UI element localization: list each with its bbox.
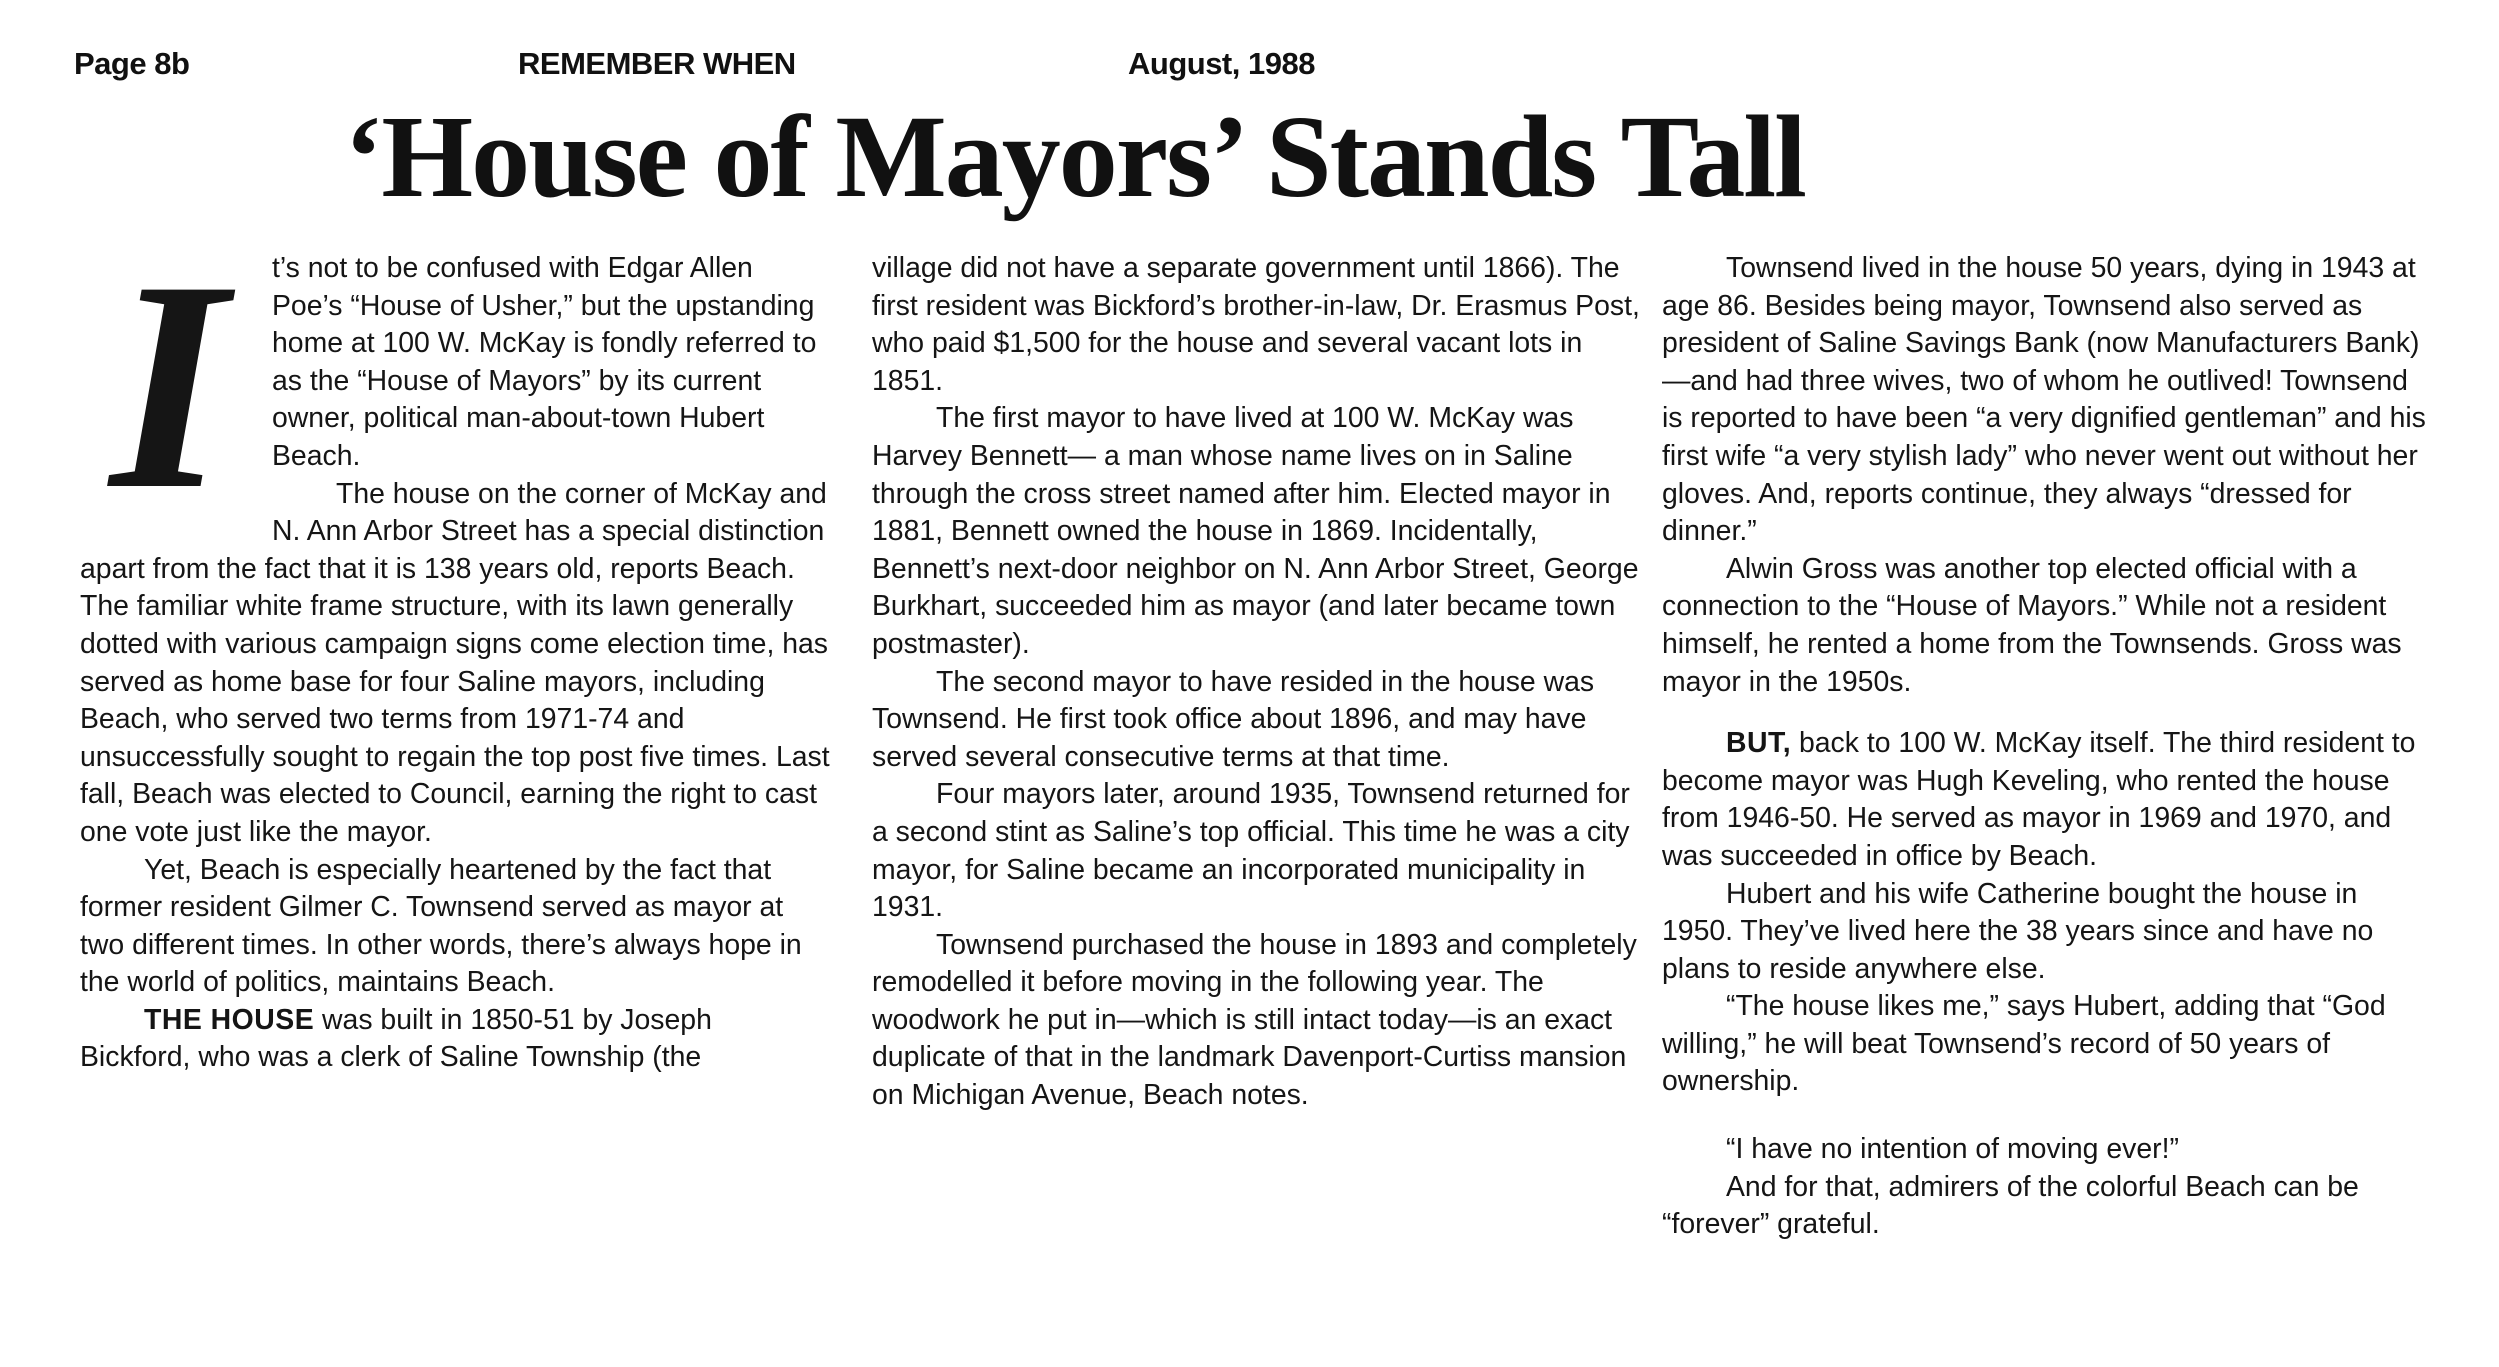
paragraph: And for that, admirers of the colorful Beach can be “forever” grateful.	[1662, 1170, 2359, 1241]
paragraph-text: was built in 1850-51 by Joseph Bickford, who was a clerk of Saline Township (the	[80, 1003, 712, 1074]
section-kicker: BUT,	[1726, 727, 1792, 760]
issue-date: August, 1988	[1128, 46, 1315, 81]
paragraph	[1662, 725, 2432, 875]
paragraph: Townsend lived in the house 50 years, dying in 1943 at age 86. Besides being mayor, Townsend also served as president of Saline Savings Bank (now Manufacturers Bank)—and had three wives, two of whom he outlived! Townsend is reported to have been “a very dignified gentleman” and his first wife “a very stylish lady” who never went out without her gloves. And, reports continue, they always “dressed for dinner.”	[1662, 252, 2426, 548]
headline-text: ‘House of Mayors’ Stands Tall	[344, 91, 1805, 222]
section-kicker: THE HOUSE	[144, 1003, 315, 1036]
paragraph: Townsend purchased the house in 1893 and completely remodelled it before moving in the following year. The woodwork he put in—which is still intact today—is an exact duplicate of that in the landmark Davenport-Curtiss mansion on Michigan Avenue, Beach notes.	[872, 928, 1637, 1112]
page-number: Page 8b	[74, 46, 190, 81]
section-title: REMEMBER WHEN	[518, 46, 796, 81]
paragraph: “The house likes me,” says Hubert, adding that “God willing,” he will beat Townsend’s record of 50 years of ownership.	[1662, 990, 2386, 1098]
article-column-2	[872, 250, 1642, 1115]
headline	[0, 91, 2499, 222]
article-column-1	[80, 219, 830, 1077]
paragraph: Four mayors later, around 1935, Townsend returned for a second stint as Saline’s top official. This time he was a city mayor, for Saline became an incorporated municipality in 1931.	[872, 778, 1630, 924]
paragraph: t’s not to be confused with Edgar Allen Poe’s “House of Usher,” but the upstanding home at 100 W. McKay is fondly referred to as the “House of Mayors” by its current owner, political man-about-town Hubert Beach.	[272, 252, 817, 472]
paragraph-text: back to 100 W. McKay itself. The third resident to become mayor was Hugh Keveling, who rented the house from 1946-50. He served as mayor in 1969 and 1970, and was succeeded in office by Beach.	[1662, 727, 2416, 872]
paragraph: The second mayor to have resided in the house was Townsend. He first took office about 1896, and may have served several consecutive terms at that time.	[872, 665, 1595, 773]
drop-cap: I	[110, 219, 227, 551]
paragraph: Alwin Gross was another top elected official with a connection to the “House of Mayors.” While not a resident himself, he rented a home from the Townsends. Gross was mayor in the 1950s.	[1662, 552, 2402, 698]
article-column-3	[1662, 250, 2432, 1244]
paragraph	[80, 1002, 830, 1077]
paragraph: The house on the corner of McKay and N. Ann Arbor Street has a special distinction apart from the fact that it is 138 years old, reports Beach. The familiar white frame structure, with its lawn generally dotted with various campaign signs come election time, has served as home base for four Saline mayors, including Beach, who served two terms from 1971-74 and unsuccessfully sought to regain the top post five times. Last fall, Beach was elected to Council, earning the right to cast one vote just like the mayor.	[80, 477, 830, 848]
quote-paragraph: “I have no intention of moving ever!”	[1726, 1133, 2179, 1166]
paragraph: The first mayor to have lived at 100 W. McKay was Harvey Bennett— a man whose name lives on in Saline through the cross street named after him. Elected mayor in 1881, Bennett owned the house in 1869. Incidentally, Bennett’s next-door neighbor on N. Ann Arbor Street, George Burkhart, succeeded him as mayor (and later became town postmaster).	[872, 402, 1639, 660]
paragraph: Yet, Beach is especially heartened by the fact that former resident Gilmer C. Townsend served as mayor at two different times. In other words, there’s always hope in the world of politics, maintains Beach.	[80, 853, 802, 999]
paragraph: Hubert and his wife Catherine bought the house in 1950. They’ve lived here the 38 years since and have no plans to reside anywhere else.	[1662, 877, 2374, 985]
paragraph: village did not have a separate government until 1866). The first resident was Bickford’s brother-in-law, Dr. Erasmus Post, who paid $1,500 for the house and several vacant lots in 1851.	[872, 252, 1640, 397]
